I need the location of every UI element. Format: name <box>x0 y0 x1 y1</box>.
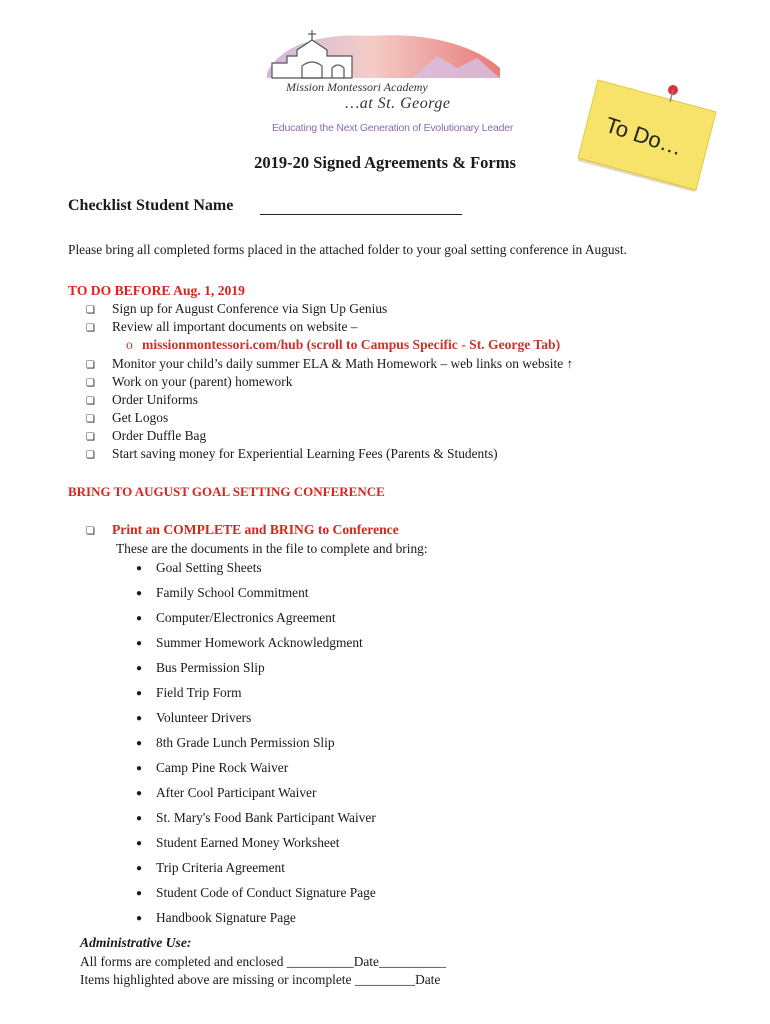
document-item: ● Student Code of Conduct Signature Page <box>136 885 376 900</box>
todo-item: ❏ Order Duffle Bag <box>86 428 207 443</box>
document-item: ● 8th Grade Lunch Permission Slip <box>136 735 335 750</box>
school-name: Mission Montessori Academy <box>286 80 428 94</box>
checkbox-icon[interactable]: ❏ <box>86 432 95 443</box>
school-tagline: Educating the Next Generation of Evolutionary Leader <box>272 122 514 134</box>
checkbox-icon[interactable]: ❏ <box>86 414 95 425</box>
checkbox-icon[interactable]: ❏ <box>86 378 95 389</box>
document-item: ● Student Earned Money Worksheet <box>136 835 340 850</box>
bring-heading: BRING TO AUGUST GOAL SETTING CONFERENCE <box>68 484 385 499</box>
bullet-icon: ● <box>136 713 143 724</box>
bullet-icon: ● <box>136 688 143 699</box>
bullet-icon: ● <box>136 913 143 924</box>
document-item: ● Family School Commitment <box>136 585 309 600</box>
todo-item: ❏ Sign up for August Conference via Sign Up Genius <box>86 301 388 316</box>
student-name-field[interactable] <box>260 214 462 215</box>
admin-heading: Administrative Use: <box>80 935 192 950</box>
checkbox-icon[interactable]: ❏ <box>86 305 95 316</box>
checkbox-icon[interactable]: ❏ <box>86 450 95 461</box>
sticky-note-text: To Do… <box>602 112 686 161</box>
todo-item: ❏ Review all important documents on website – <box>86 319 358 334</box>
sub-bullet-icon: o <box>126 337 133 352</box>
document-item: ● Handbook Signature Page <box>136 910 296 925</box>
todo-item: ❏ Work on your (parent) homework <box>86 374 293 389</box>
bullet-icon: ● <box>136 563 143 574</box>
bullet-icon: ● <box>136 738 143 749</box>
campus-name: …at St. George <box>345 95 451 112</box>
document-item: ● After Cool Participant Waiver <box>136 785 317 800</box>
document-item: ● Trip Criteria Agreement <box>136 860 285 875</box>
bullet-icon: ● <box>136 888 143 899</box>
todo-item: ❏ Start saving money for Experiential Learning Fees (Parents & Students) <box>86 446 498 461</box>
document-item: ● Goal Setting Sheets <box>136 560 262 575</box>
bullet-icon: ● <box>136 663 143 674</box>
bullet-icon: ● <box>136 613 143 624</box>
bullet-icon: ● <box>136 788 143 799</box>
checkbox-icon[interactable]: ❏ <box>86 323 95 334</box>
todo-item: ❏ Monitor your child’s daily summer ELA & Math Homework – web links on website ↑ <box>86 356 574 371</box>
bullet-icon: ● <box>136 638 143 649</box>
bullet-icon: ● <box>136 813 143 824</box>
todo-item: ❏ Order Uniforms <box>86 392 198 407</box>
checkbox-icon[interactable]: ❏ <box>86 396 95 407</box>
print-item: ❏ Print an COMPLETE and BRING to Conference <box>86 522 399 537</box>
checkbox-icon[interactable]: ❏ <box>86 360 95 371</box>
bullet-icon: ● <box>136 763 143 774</box>
page-title: 2019-20 Signed Agreements & Forms <box>254 153 516 172</box>
document-item: ● St. Mary's Food Bank Participant Waiver <box>136 810 376 825</box>
document-item: ● Camp Pine Rock Waiver <box>136 760 289 775</box>
intro-paragraph: Please bring all completed forms placed in the attached folder to your goal setting conference in August. <box>68 242 627 257</box>
document-item: ● Summer Homework Acknowledgment <box>136 635 363 650</box>
student-name-label: Checklist Student Name <box>68 197 234 214</box>
bullet-icon: ● <box>136 838 143 849</box>
documents-intro: These are the documents in the file to complete and bring: <box>116 541 428 556</box>
hub-link[interactable]: o missionmontessori.com/hub (scroll to Campus Specific - St. George Tab) <box>126 337 561 352</box>
checkbox-icon[interactable]: ❏ <box>86 526 95 537</box>
bullet-icon: ● <box>136 863 143 874</box>
document-item: ● Computer/Electronics Agreement <box>136 610 336 625</box>
document-item: ● Bus Permission Slip <box>136 660 265 675</box>
todo-item: ❏ Get Logos <box>86 410 169 425</box>
bullet-icon: ● <box>136 588 143 599</box>
document-item: ● Volunteer Drivers <box>136 710 252 725</box>
document-item: ● Field Trip Form <box>136 685 242 700</box>
arrow-up-icon: ↑ <box>566 356 574 371</box>
todo-heading: TO DO BEFORE Aug. 1, 2019 <box>68 283 245 298</box>
admin-line-complete: All forms are completed and enclosed __________Date__________ <box>80 954 446 969</box>
admin-line-missing: Items highlighted above are missing or incomplete _________Date <box>80 972 441 987</box>
